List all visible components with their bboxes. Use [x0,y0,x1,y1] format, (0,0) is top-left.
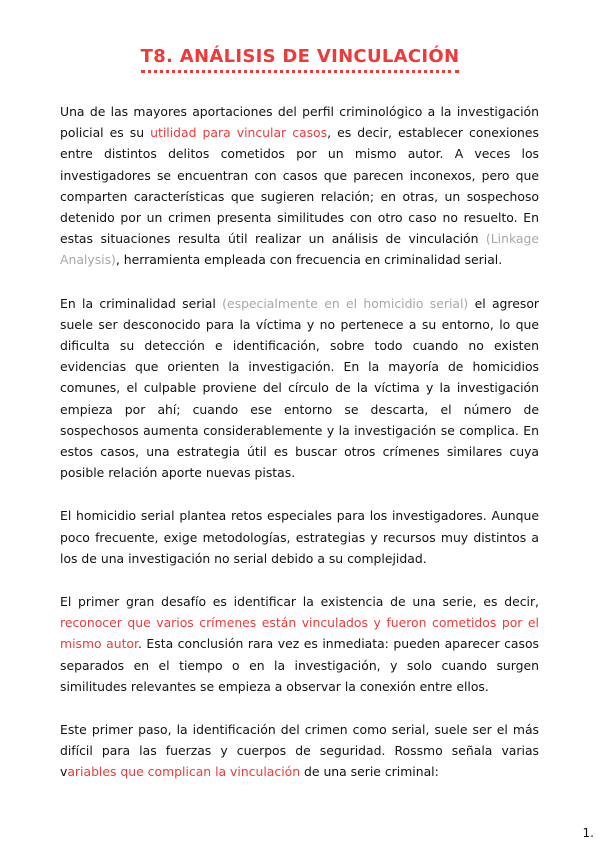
document-body [60,101,539,805]
highlight-red: reconocer que varios crímenes están vinculados y fueron cometidos por el mismo autor [60,615,539,652]
paragraph-2 [60,293,539,484]
page-title: T8. ANÁLISIS DE VINCULACIÓN [141,46,460,73]
paragraph-3 [60,505,539,569]
text-segment: Este primer paso, la identificación del crimen como serial, suele ser el más difícil para las fuerzas y cuerpos de seguridad. Rossmo señala varias v [60,722,539,780]
text-segment: Una de las mayores aportaciones del perfil criminológico a la investigación policial es su [60,104,539,141]
highlight-gray: (Linkage Analysis) [60,231,539,268]
text-segment: El homicidio serial plantea retos especiales para los investigadores. Aunque poco frecuente, exige metodologías, estrategias y recursos muy distintos a los de una investigación no serial debido a su complejidad. [60,508,539,566]
text-segment: de una serie criminal: [300,764,439,780]
paragraph-4 [60,591,539,697]
text-segment: , es decir, establecer conexiones entre distintos delitos cometidos por un mismo autor. A veces los investigadores se encuentran con casos que parecen inconexos, pero que comparten características que sugieren relación; en otras, un sospechoso detenido por un crimen presenta similitudes con otro caso no resuelto. En estas situaciones resulta útil realizar un análisis de vinculación [60,125,539,247]
text-segment: . Esta conclusión rara vez es inmediata: pueden aparecer casos separados en el tiempo o en la investigación, y solo cuando surgen similitudes relevantes se empieza a observar la conexión entre ellos. [60,636,539,694]
page-number: 1. [582,826,594,840]
highlight-gray: (especialmente en el homicidio serial) [222,295,469,311]
highlight-red: ariables que complican la vinculación [67,764,301,780]
page-title-container [0,46,600,73]
text-segment: El primer gran desafío es identificar la existencia de una serie, es decir, [60,594,539,610]
paragraph-1 [60,101,539,271]
paragraph-5 [60,719,539,783]
highlight-red: utilidad para vincular casos [150,125,328,141]
text-segment: , herramienta empleada con frecuencia en criminalidad serial. [115,252,503,268]
text-segment: En la criminalidad serial [60,295,223,311]
text-segment: el agresor suele ser desconocido para la víctima y no pertenece a su entorno, lo que dificulta su detección e identificación, sobre todo cuando no existen evidencias que orienten la investigación. En la mayoría de homicidios comunes, el culpable proviene del círculo de la víctima y la investigación empieza por ahí; cuando ese entorno se descarta, el número de sospechosos aumenta considerablemente y la investigación se complica. En estos casos, una estrategia útil es buscar otros crímenes similares cuya posible relación aporte nuevas pistas. [60,295,539,481]
